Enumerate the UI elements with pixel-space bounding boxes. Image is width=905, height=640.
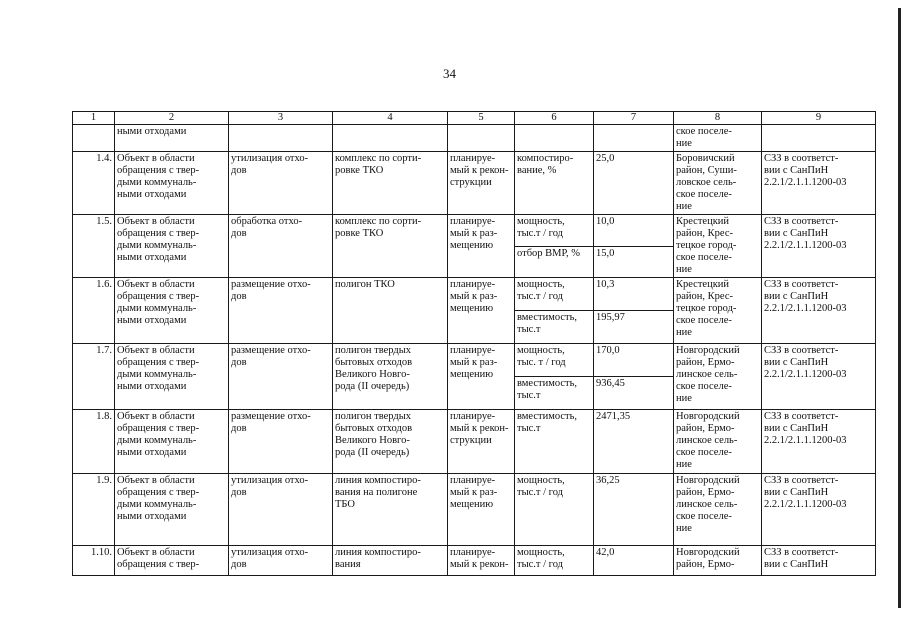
col-header: 9 xyxy=(762,112,876,125)
location-cell: ское поселе- ние xyxy=(674,125,762,152)
object-name-cell: линия компостиро- вания на полигоне ТБО xyxy=(333,474,448,546)
status-cell: планируе- мый к рекон- xyxy=(448,546,515,576)
status-cell: планируе- мый к раз- мещению xyxy=(448,215,515,278)
param-label-cell: вместимость, тыс.т xyxy=(515,377,594,410)
param-label-cell: мощность, тыс.т / год xyxy=(515,278,594,311)
param-label-cell: вместимость, тыс.т xyxy=(515,311,594,344)
col-header: 1 xyxy=(73,112,115,125)
table-row xyxy=(73,546,876,576)
purpose-cell: размещение отхо- дов xyxy=(229,344,333,410)
param-value-cell: 936,45 xyxy=(594,377,674,410)
object-name-cell: полигон твердых бытовых отходов Великого Новго- рода (II очередь) xyxy=(333,410,448,474)
param-value-cell: 15,0 xyxy=(594,246,674,278)
zone-cell: СЗЗ в соответст- вии с СанПиН 2.2.1/2.1.1.1200-03 xyxy=(762,278,876,344)
object-type-cell: Объект в области обращения с твер- дыми коммуналь- ными отходами xyxy=(115,410,229,474)
param-value-cell: 10,3 xyxy=(594,278,674,311)
status-cell: планируе- мый к раз- мещению xyxy=(448,344,515,410)
cell xyxy=(229,125,333,152)
row-number-cell: 1.4. xyxy=(73,152,115,215)
object-type-cell: Объект в области обращения с твер- xyxy=(115,546,229,576)
col-header: 2 xyxy=(115,112,229,125)
param-label-cell: мощность, тыс.т / год xyxy=(515,474,594,546)
table-row xyxy=(73,278,876,311)
cell xyxy=(333,125,448,152)
row-number-cell: 1.9. xyxy=(73,474,115,546)
param-label-cell: компостиро- вание, % xyxy=(515,152,594,215)
object-name-cell: комплекс по сорти- ровке ТКО xyxy=(333,152,448,215)
zone-cell: СЗЗ в соответст- вии с СанПиН 2.2.1/2.1.1.1200-03 xyxy=(762,215,876,278)
object-name-cell: комплекс по сорти- ровке ТКО xyxy=(333,215,448,278)
zone-cell: СЗЗ в соответст- вии с СанПиН 2.2.1/2.1.1.1200-03 xyxy=(762,410,876,474)
param-value-cell: 25,0 xyxy=(594,152,674,215)
col-header: 7 xyxy=(594,112,674,125)
col-header: 3 xyxy=(229,112,333,125)
row-number-cell: 1.8. xyxy=(73,410,115,474)
col-header: 8 xyxy=(674,112,762,125)
param-label-cell: мощность, тыс. т / год xyxy=(515,344,594,377)
table-row xyxy=(73,344,876,377)
table-row xyxy=(73,152,876,215)
purpose-cell: размещение отхо- дов xyxy=(229,410,333,474)
status-cell: планируе- мый к рекон- струкции xyxy=(448,152,515,215)
object-name-cell: линия компостиро- вания xyxy=(333,546,448,576)
object-type-cell: Объект в области обращения с твер- дыми коммуналь- ными отходами xyxy=(115,344,229,410)
cell xyxy=(73,125,115,152)
purpose-cell: утилизация отхо- дов xyxy=(229,152,333,215)
col-header: 6 xyxy=(515,112,594,125)
object-type-cell: Объект в области обращения с твер- дыми коммуналь- ными отходами xyxy=(115,152,229,215)
param-label-cell: мощность, тыс.т / год xyxy=(515,215,594,247)
continuation-row xyxy=(73,125,876,152)
param-value-cell: 195,97 xyxy=(594,311,674,344)
cell xyxy=(448,125,515,152)
param-label-cell: отбор ВМР, % xyxy=(515,246,594,278)
param-value-cell: 42,0 xyxy=(594,546,674,576)
param-value-cell: 170,0 xyxy=(594,344,674,377)
object-type-cell: ными отходами xyxy=(115,125,229,152)
object-name-cell: полигон твердых бытовых отходов Великого Новго- рода (II очередь) xyxy=(333,344,448,410)
location-cell: Боровичский район, Суши- ловское сель- ское поселе- ние xyxy=(674,152,762,215)
page-number: 34 xyxy=(443,66,456,81)
object-name-cell: полигон ТКО xyxy=(333,278,448,344)
param-label-cell: мощность, тыс.т / год xyxy=(515,546,594,576)
object-table xyxy=(72,111,876,576)
status-cell: планируе- мый к раз- мещению xyxy=(448,278,515,344)
param-value-cell: 36,25 xyxy=(594,474,674,546)
col-header: 4 xyxy=(333,112,448,125)
status-cell: планируе- мый к раз- мещению xyxy=(448,474,515,546)
table-row xyxy=(73,410,876,474)
col-header: 5 xyxy=(448,112,515,125)
purpose-cell: утилизация отхо- дов xyxy=(229,474,333,546)
scan-edge-line xyxy=(898,8,901,608)
cell xyxy=(515,125,594,152)
location-cell: Новгородский район, Ермо- линское сель- ское поселе- ние xyxy=(674,410,762,474)
zone-cell: СЗЗ в соответст- вии с СанПиН 2.2.1/2.1.1.1200-03 xyxy=(762,152,876,215)
param-value-cell: 2471,35 xyxy=(594,410,674,474)
zone-cell: СЗЗ в соответст- вии с СанПиН xyxy=(762,546,876,576)
row-number-cell: 1.6. xyxy=(73,278,115,344)
status-cell: планируе- мый к рекон- струкции xyxy=(448,410,515,474)
object-type-cell: Объект в области обращения с твер- дыми коммуналь- ными отходами xyxy=(115,278,229,344)
param-label-cell: вместимость, тыс.т xyxy=(515,410,594,474)
table-row xyxy=(73,215,876,247)
table-row xyxy=(73,474,876,546)
column-number-row xyxy=(73,112,876,125)
zone-cell: СЗЗ в соответст- вии с СанПиН 2.2.1/2.1.1.1200-03 xyxy=(762,344,876,410)
row-number-cell: 1.5. xyxy=(73,215,115,278)
object-type-cell: Объект в области обращения с твер- дыми коммуналь- ными отходами xyxy=(115,474,229,546)
param-value-cell: 10,0 xyxy=(594,215,674,247)
zone-cell: СЗЗ в соответст- вии с СанПиН 2.2.1/2.1.1.1200-03 xyxy=(762,474,876,546)
location-cell: Новгородский район, Ермо- xyxy=(674,546,762,576)
purpose-cell: размещение отхо- дов xyxy=(229,278,333,344)
cell xyxy=(594,125,674,152)
purpose-cell: обработка отхо- дов xyxy=(229,215,333,278)
object-type-cell: Объект в области обращения с твер- дыми коммуналь- ными отходами xyxy=(115,215,229,278)
location-cell: Новгородский район, Ермо- линское сель- ское поселе- ние xyxy=(674,344,762,410)
row-number-cell: 1.10. xyxy=(73,546,115,576)
location-cell: Крестецкий район, Крес- тецкое город- ское поселе- ние xyxy=(674,215,762,278)
row-number-cell: 1.7. xyxy=(73,344,115,410)
location-cell: Новгородский район, Ермо- линское сель- ское поселе- ние xyxy=(674,474,762,546)
cell xyxy=(762,125,876,152)
location-cell: Крестецкий район, Крес- тецкое город- ское поселе- ние xyxy=(674,278,762,344)
purpose-cell: утилизация отхо- дов xyxy=(229,546,333,576)
